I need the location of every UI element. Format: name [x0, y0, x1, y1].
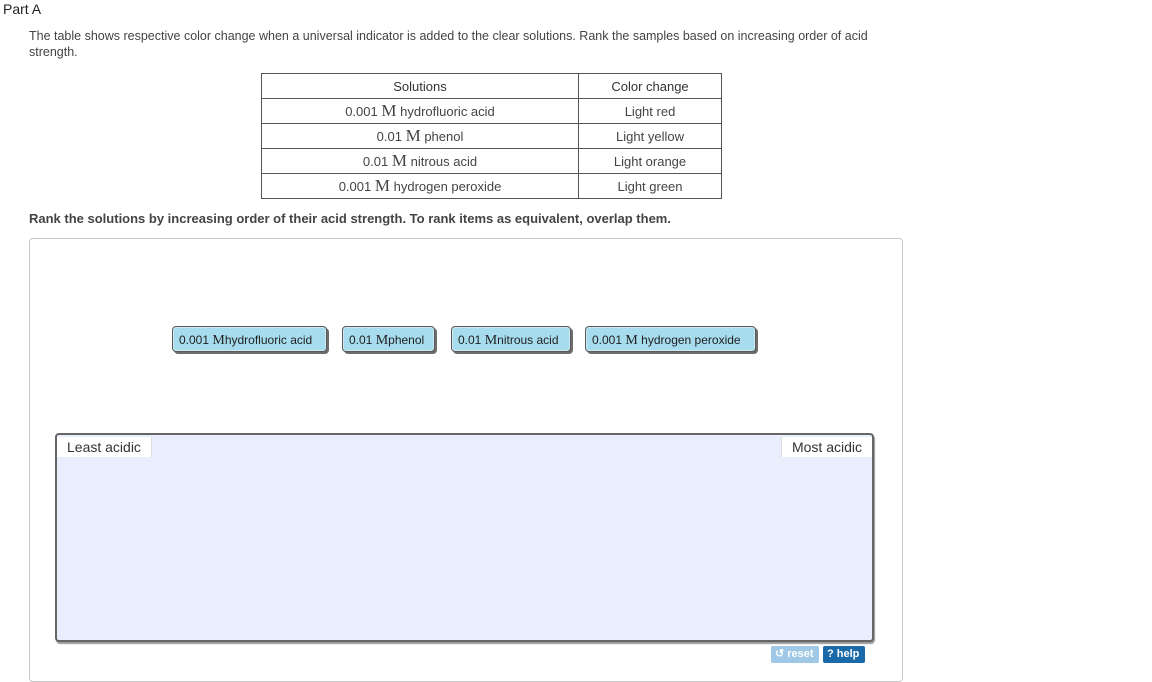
ranking-drop-zone[interactable] [55, 433, 874, 642]
least-acidic-label: Least acidic [57, 437, 152, 457]
molar-unit: M [212, 333, 225, 348]
chip-concentration: 0.001 [592, 333, 623, 347]
chip-concentration: 0.01 [458, 333, 482, 347]
solution-cell [262, 124, 579, 149]
solution-cell [262, 149, 579, 174]
chip-solution-name: hydrogen peroxide [641, 333, 741, 347]
color-change-cell: Light yellow [579, 124, 722, 149]
solution-name: nitrous acid [410, 154, 478, 169]
chip-concentration: 0.001 [179, 333, 210, 347]
molar-unit: M [484, 333, 498, 348]
solution-name: hydrogen peroxide [393, 179, 502, 194]
question-prompt: The table shows respective color change when a universal indicator is added to the clear solutions. Rank the samples based on increasing order of acid strength. [29, 29, 868, 59]
table-row [262, 99, 722, 124]
draggable-chip-hydrogen-peroxide[interactable] [585, 326, 756, 352]
column-header-color-change: Color change [579, 74, 722, 99]
ranking-instruction: Rank the solutions by increasing order of their acid strength. To rank items as equivalent, overlap them. [29, 211, 671, 226]
reset-button[interactable] [771, 646, 819, 663]
color-change-cell: Light red [579, 99, 722, 124]
concentration: 0.001 [338, 179, 372, 194]
molar-unit: M [625, 333, 638, 348]
reset-icon: ↺ [775, 648, 785, 660]
molar-unit: M [391, 151, 407, 170]
help-label: help [836, 648, 860, 660]
chip-solution-name: phenol [388, 333, 425, 347]
help-icon: ? [827, 648, 834, 660]
color-change-cell: Light orange [579, 149, 722, 174]
reset-label: reset [787, 648, 814, 660]
column-header-solutions: Solutions [262, 74, 579, 99]
concentration: 0.01 [376, 129, 402, 144]
draggable-chip-hydrofluoric-acid[interactable] [172, 326, 327, 352]
solution-name: hydrofluoric acid [400, 104, 495, 119]
most-acidic-label: Most acidic [781, 437, 872, 457]
chip-solution-name: nitrous acid [497, 333, 559, 347]
table-row [262, 174, 722, 199]
table-header-row [262, 74, 722, 99]
chip-solution-name: hydrofluoric acid [224, 333, 313, 347]
table-row [262, 124, 722, 149]
chip-concentration: 0.01 [349, 333, 373, 347]
solution-cell [262, 99, 579, 124]
molar-unit: M [375, 333, 389, 348]
solutions-table [261, 73, 722, 199]
draggable-chip-nitrous-acid[interactable] [451, 326, 571, 352]
molar-unit: M [381, 101, 397, 120]
solution-cell [262, 174, 579, 199]
molar-unit: M [374, 176, 390, 195]
solution-name: phenol [424, 129, 464, 144]
concentration: 0.001 [345, 104, 378, 119]
concentration: 0.01 [362, 154, 389, 169]
part-title: Part A [3, 1, 42, 17]
help-button[interactable] [823, 646, 865, 663]
color-change-cell: Light green [579, 174, 722, 199]
molar-unit: M [405, 126, 421, 145]
draggable-chip-phenol[interactable] [342, 326, 435, 352]
table-row [262, 149, 722, 174]
